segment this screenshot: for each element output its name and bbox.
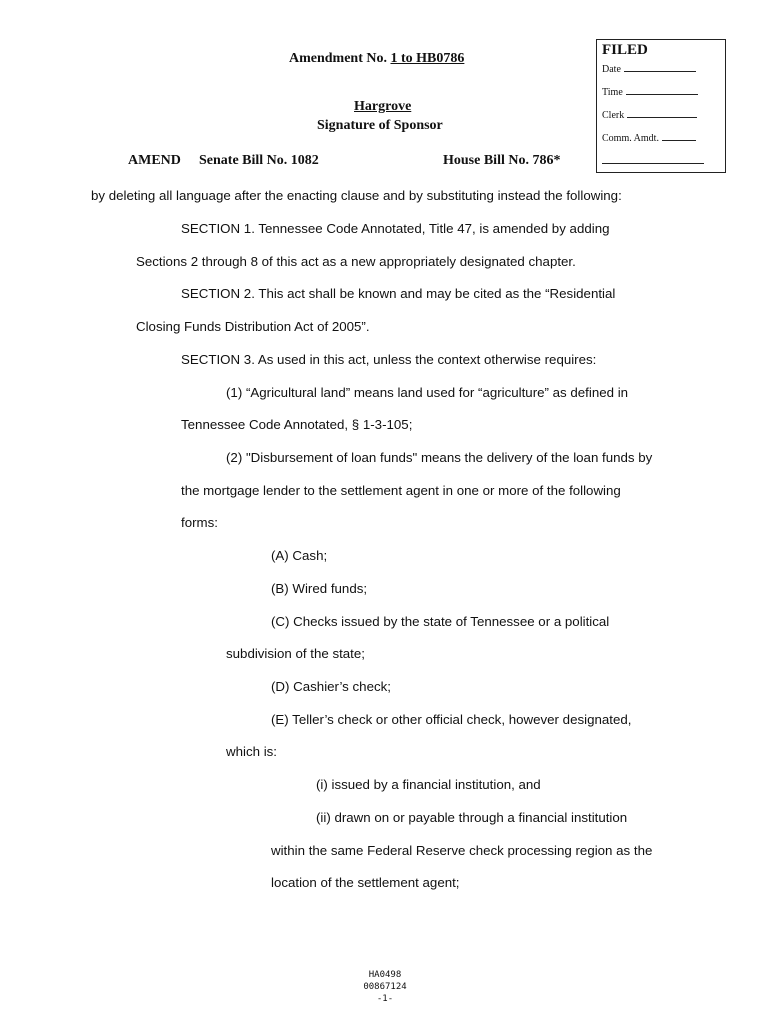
section-3-heading: SECTION 3. As used in this act, unless the context otherwise requires: xyxy=(181,352,597,367)
section-1-line-1: SECTION 1. Tennessee Code Annotated, Title 47, is amended by adding xyxy=(181,221,610,236)
filed-clerk-line xyxy=(627,109,697,118)
definition-2-line-1: (2) "Disbursement of loan funds" means the delivery of the loan funds by xyxy=(226,450,653,465)
footer-code-2: 00867124 xyxy=(363,982,407,992)
filed-blank-line xyxy=(602,155,704,164)
form-e-line-2: which is: xyxy=(226,744,277,759)
definition-1-line-1: (1) “Agricultural land” means land used for “agriculture” as defined in xyxy=(226,385,629,400)
form-e-item-ii-line-1: (ii) drawn on or payable through a financial institution xyxy=(316,810,628,825)
senate-bill-number: Senate Bill No. 1082 xyxy=(199,153,319,168)
form-a: (A) Cash; xyxy=(271,548,328,563)
page-number: -1- xyxy=(376,994,394,1004)
form-e-item-ii-line-2: within the same Federal Reserve check processing region as the xyxy=(271,843,653,858)
form-e-line-1: (E) Teller’s check or other official check, however designated, xyxy=(271,712,632,727)
form-c-line-2: subdivision of the state; xyxy=(226,646,365,661)
body-paragraph: by deleting all language after the enacting clause and by substituting instead the following: xyxy=(91,188,622,203)
filed-clerk-row xyxy=(602,109,697,121)
amendment-prefix: Amendment No. xyxy=(289,51,387,66)
section-2-line-2: Closing Funds Distribution Act of 2005”. xyxy=(136,319,370,334)
filed-comm-row xyxy=(602,132,696,144)
filed-comm-line xyxy=(662,132,696,141)
form-b: (B) Wired funds; xyxy=(271,581,368,596)
filed-time-row xyxy=(602,86,698,98)
amend-word: AMEND xyxy=(128,153,181,168)
filed-stamp-box xyxy=(596,39,726,173)
section-2-line-1: SECTION 2. This act shall be known and may be cited as the “Residential xyxy=(181,286,616,301)
filed-date-label: Date xyxy=(602,64,621,75)
amendment-id: 1 to HB0786 xyxy=(390,51,465,66)
form-d: (D) Cashier’s check; xyxy=(271,679,391,694)
definition-2-line-2: the mortgage lender to the settlement agent in one or more of the following xyxy=(181,483,621,498)
filed-title: FILED xyxy=(602,42,648,58)
filed-clerk-label: Clerk xyxy=(602,110,625,121)
filed-blank-row xyxy=(602,155,704,167)
footer-code-1: HA0498 xyxy=(368,970,402,980)
filed-time-label: Time xyxy=(602,87,623,98)
filed-date-line xyxy=(624,63,696,72)
filed-comm-label: Comm. Amdt. xyxy=(602,133,659,144)
form-c-line-1: (C) Checks issued by the state of Tennessee or a political xyxy=(271,614,610,629)
amendment-title xyxy=(289,51,464,67)
house-bill-number: House Bill No. 786* xyxy=(443,153,561,168)
sponsor-label: Signature of Sponsor xyxy=(317,118,443,133)
definition-1-line-2: Tennessee Code Annotated, § 1-3-105; xyxy=(181,417,413,432)
filed-date-row xyxy=(602,63,696,75)
section-1-line-2: Sections 2 through 8 of this act as a new appropriately designated chapter. xyxy=(136,254,576,269)
filed-time-line xyxy=(626,86,698,95)
definition-2-line-3: forms: xyxy=(181,515,218,530)
form-e-item-i: (i) issued by a financial institution, and xyxy=(316,777,541,792)
form-e-item-ii-line-3: location of the settlement agent; xyxy=(271,875,460,890)
sponsor-name: Hargrove xyxy=(354,99,412,114)
